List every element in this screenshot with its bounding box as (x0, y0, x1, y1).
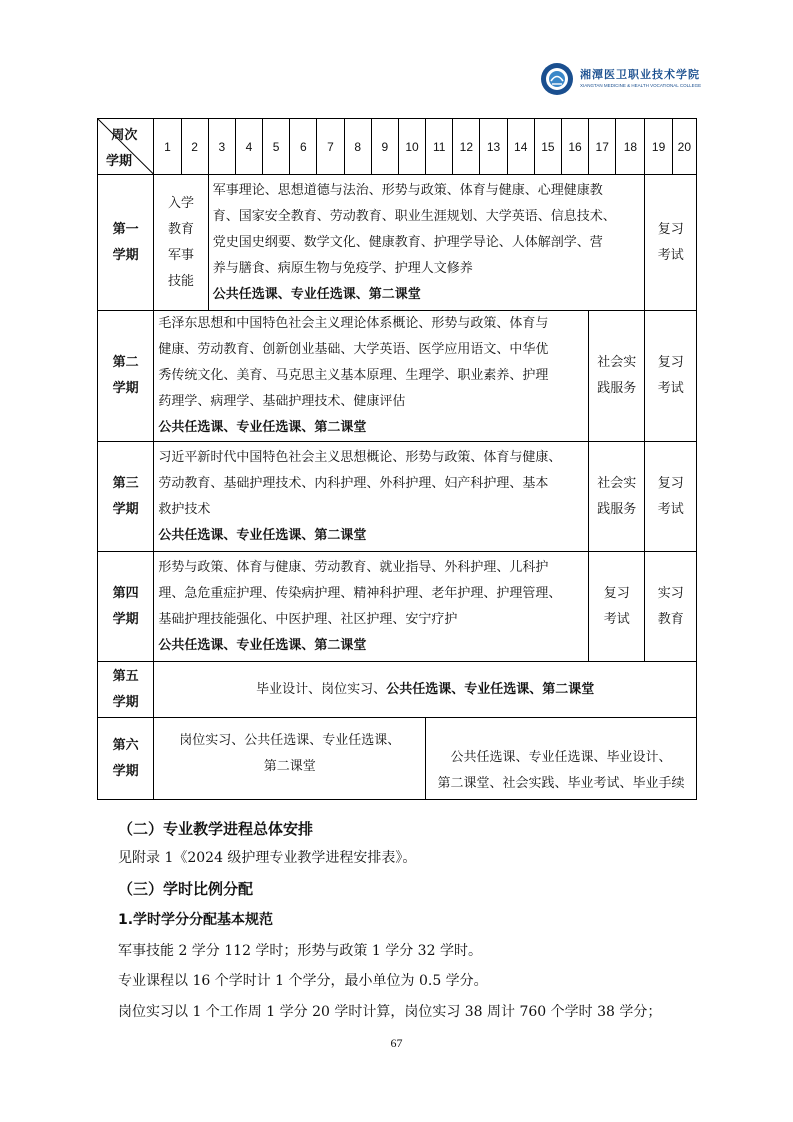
week-number: 5 (263, 119, 290, 175)
header-semester-label: 学期 (106, 154, 133, 169)
week-number: 20 (672, 119, 696, 175)
course-list: 军事理论、思想道德与法治、形势与政策、体育与健康、心理健康教 育、国家安全教育、劳动教育、职业生涯规划、大学英语、信息技术、 党史国史纲要、数学文化、健康教育、护理学导论、人体解剖学、营 养与膳食、病原生物与免疫学、护理人文修养 公共任选课、专业任选课、第二课堂 (208, 175, 645, 311)
semester-six-right: 公共任选课、专业任选课、毕业设计、 第二课堂、社会实践、毕业考试、毕业手续 (426, 718, 697, 800)
college-name: 湘潭医卫职业技术学院 (580, 68, 700, 81)
semester-row (98, 442, 697, 552)
week-number: 16 (561, 119, 588, 175)
week-number: 2 (181, 119, 208, 175)
review-exam-cell: 复习 考试 (645, 175, 697, 311)
week-number: 3 (208, 119, 235, 175)
teaching-schedule-table (97, 118, 697, 800)
week-number: 7 (317, 119, 344, 175)
college-logo (540, 62, 702, 98)
semester-label: 第五 学期 (98, 662, 154, 718)
semester-row (98, 662, 697, 718)
week-number: 10 (398, 119, 425, 175)
review-exam-cell: 复习 考试 (589, 552, 645, 662)
semester-label: 第六 学期 (98, 718, 154, 800)
semester-row (98, 175, 697, 311)
college-name-en: XIANGTAN MEDICINE & HEALTH VOCATIONAL COLLEGE (580, 83, 702, 88)
semester-five-plan: 毕业设计、岗位实习、公共任选课、专业任选课、第二课堂 (154, 662, 697, 718)
social-practice-cell: 社会实 践服务 (589, 442, 645, 552)
semester-row (98, 552, 697, 662)
body-line: 专业课程以 16 个学时计 1 个学分，最小单位为 0.5 学分。 (118, 973, 488, 989)
semester-label: 第三 学期 (98, 442, 154, 552)
subsection-heading: 1.学时学分分配基本规范 (118, 912, 274, 928)
week-number: 13 (480, 119, 507, 175)
course-list: 习近平新时代中国特色社会主义思想概论、形势与政策、体育与健康、 劳动教育、基础护理技术、内科护理、外科护理、妇产科护理、基本 救护技术 公共任选课、专业任选课、第二课堂 (154, 442, 589, 552)
review-exam-cell: 复习 考试 (645, 311, 697, 442)
week-number: 1 (154, 119, 181, 175)
internship-education-cell: 实习 教育 (645, 552, 697, 662)
header-week-label: 周次 (111, 128, 138, 143)
week-number: 8 (344, 119, 371, 175)
semester-label: 第二 学期 (98, 311, 154, 442)
week-number: 9 (371, 119, 398, 175)
week-number: 14 (507, 119, 534, 175)
course-list: 形势与政策、体育与健康、劳动教育、就业指导、外科护理、儿科护 理、急危重症护理、传染病护理、精神科护理、老年护理、护理管理、 基础护理技能强化、中医护理、社区护理、安宁疗护 公共任选课、专业任选课、第二课堂 (154, 552, 589, 662)
body-line: 军事技能 2 学分 112 学时；形势与政策 1 学分 32 学时。 (118, 943, 482, 959)
college-seal-icon (540, 62, 574, 96)
week-number: 11 (426, 119, 453, 175)
course-list: 毛泽东思想和中国特色社会主义理论体系概论、形势与政策、体育与 健康、劳动教育、创新创业基础、大学英语、医学应用语文、中华优 秀传统文化、美育、马克思主义基本原理、生理学、职业素养、护理 药理学、病理学、基础护理技术、健康评估 公共任选课、专业任选课、第二课堂 (154, 311, 589, 442)
week-number: 19 (645, 119, 672, 175)
section-three-heading: （三）学时比例分配 (118, 880, 254, 898)
elective-courses: 公共任选课、专业任选课、第二课堂 (158, 637, 367, 653)
semester-label: 第四 学期 (98, 552, 154, 662)
section-two-text: 见附录 1《2024 级护理专业教学进程安排表》。 (118, 850, 417, 866)
semester-six-left: 岗位实习、公共任选课、专业任选课、 第二课堂 (154, 718, 426, 800)
semester-row (98, 718, 697, 800)
elective-courses: 公共任选课、专业任选课、第二课堂 (158, 420, 367, 435)
review-exam-cell: 复习 考试 (645, 442, 697, 552)
semester-row (98, 311, 697, 442)
week-number: 15 (534, 119, 561, 175)
week-number: 4 (235, 119, 262, 175)
week-number: 17 (589, 119, 616, 175)
social-practice-cell: 社会实 践服务 (589, 311, 645, 442)
page-number: 67 (390, 1036, 403, 1050)
section-two-heading: （二）专业教学进程总体安排 (118, 820, 314, 838)
week-number: 12 (453, 119, 480, 175)
header-row (98, 119, 697, 175)
elective-courses: 公共任选课、专业任选课、第二课堂 (158, 527, 367, 543)
body-line: 岗位实习以 1 个工作周 1 学分 20 学时计算，岗位实习 38 周计 760 个学时 38 学分； (118, 1004, 662, 1020)
week-number: 6 (290, 119, 317, 175)
elective-courses: 公共任选课、专业任选课、第二课堂 (212, 286, 421, 302)
entrance-education-cell: 入学 教育 军事 技能 (154, 175, 208, 311)
header-diagonal-cell (98, 119, 154, 175)
week-number: 18 (616, 119, 645, 175)
semester-label: 第一 学期 (98, 175, 154, 311)
